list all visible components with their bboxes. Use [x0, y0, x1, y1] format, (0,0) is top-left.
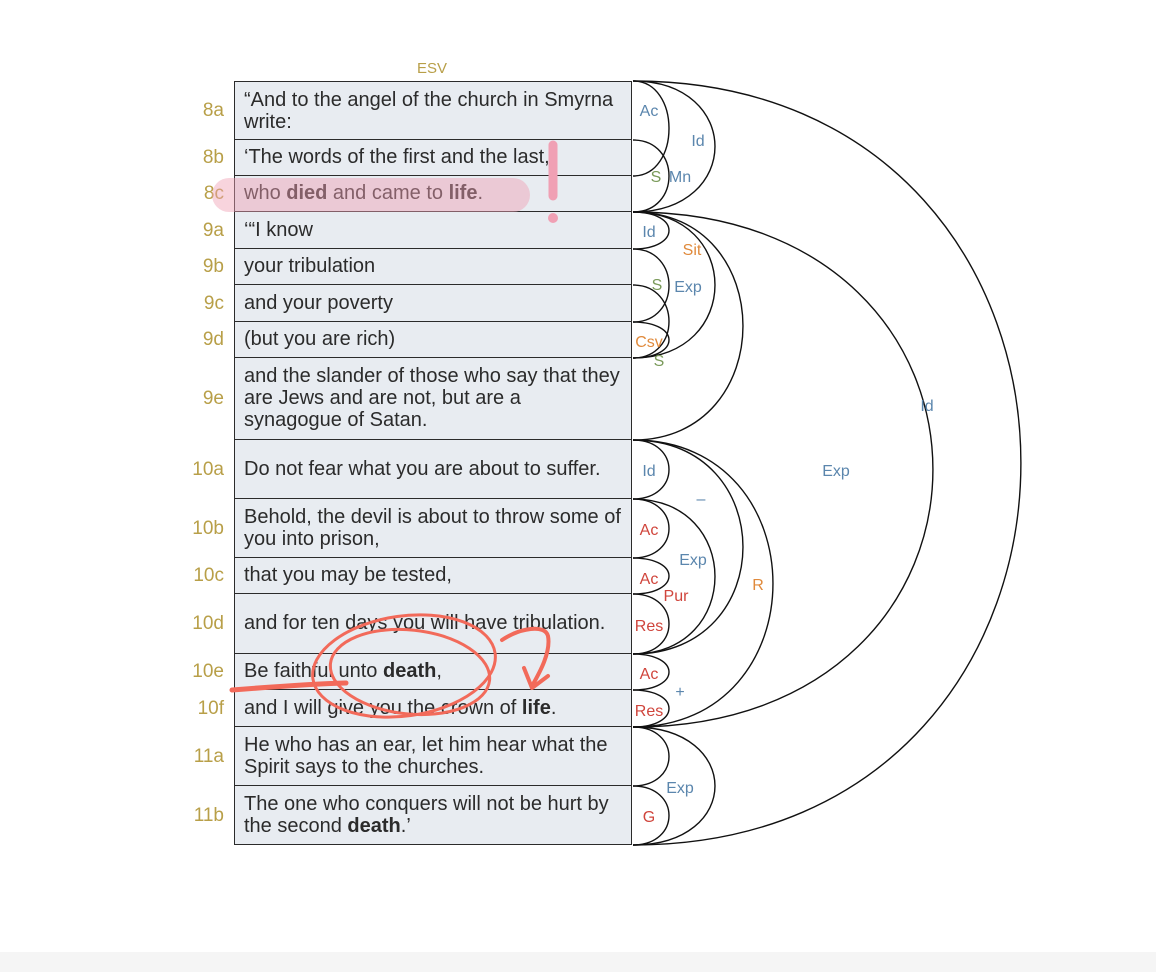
arc-label: S — [650, 169, 662, 186]
arc-label: Pur — [663, 588, 689, 605]
verse-number: 8c — [203, 183, 224, 204]
clause-segment: Be faithful unto — [244, 660, 383, 683]
clause-keyword: died — [286, 182, 328, 205]
verse-number: 9a — [202, 219, 224, 241]
clause-keyword: death — [382, 660, 437, 683]
arc-label: – — [696, 491, 706, 508]
clause-segment: The one who conquers will not be hurt by the second — [244, 792, 609, 837]
arc-label: Ac — [639, 666, 659, 683]
clause-segment: “And to the angel of the church in Smyrna write: — [244, 88, 614, 133]
clause-segment: ‘“I know — [244, 218, 313, 241]
clause-segment: Do not fear what you are about to suffer. — [244, 457, 601, 480]
clause-segment: and the slander of those who say that they are Jews and are not, but are a synagogue of Satan. — [244, 365, 620, 432]
arc-label: Ac — [639, 522, 659, 539]
verse-number: 11b — [193, 804, 224, 826]
arc-label: Id — [642, 463, 656, 480]
verse-number: 9d — [202, 329, 224, 350]
clause-segment: . — [477, 182, 484, 205]
verse-number: 8b — [202, 147, 224, 168]
clause-segment: that you may be tested, — [244, 564, 452, 587]
arc-label: R — [752, 577, 764, 594]
clause-segment: Behold, the devil is about to throw some of you into prison, — [244, 505, 621, 550]
clause-keyword: life — [521, 696, 551, 719]
clause-segment: and came to — [327, 182, 449, 205]
clause-segment: and I will give you the crown of — [244, 696, 522, 719]
arc-label: Id — [642, 224, 656, 241]
ink-underline — [232, 683, 346, 690]
clause-segment: (but you are rich) — [244, 328, 396, 351]
arc-label: + — [675, 684, 685, 701]
arc-label: Exp — [822, 463, 850, 480]
arc-label: Sit — [682, 242, 702, 259]
verse-number: 10c — [193, 565, 224, 586]
arc-label: Exp — [666, 780, 694, 797]
arc-label: Exp — [679, 552, 707, 569]
clause-segment: who — [244, 182, 287, 205]
exclamation-dot — [548, 213, 558, 223]
clause-segment: and for ten days you will have tribulation. — [244, 612, 606, 635]
arc-label: Id — [691, 133, 705, 150]
verse-number: 11a — [193, 745, 224, 767]
verse-number: 9c — [203, 292, 224, 314]
clause-keyword: death — [347, 814, 401, 837]
version-label: ESV — [416, 60, 447, 77]
clause-segment: your tribulation — [244, 255, 376, 278]
arc-label: S — [653, 353, 665, 370]
verse-number: 10e — [192, 661, 224, 682]
clause-segment: , — [436, 660, 442, 683]
clause-segment: . — [550, 696, 557, 719]
bottom-strip — [0, 952, 1156, 972]
verse-number: 8a — [202, 99, 224, 121]
ink-arrow-shaft — [502, 629, 549, 686]
clause-segment: ‘The words of the first and the last, — [244, 146, 550, 169]
highlight-stroke — [212, 178, 530, 212]
verse-number: 9e — [202, 388, 224, 409]
arc-label: G — [642, 809, 656, 826]
arc-label: S — [651, 277, 663, 294]
arc-label: Id — [920, 398, 934, 415]
clause-segment: He who has an ear, let him hear what the Spirit says to the churches. — [244, 733, 608, 778]
clause-segment: and your poverty — [244, 291, 393, 314]
verse-number: 10d — [192, 613, 224, 634]
clause-segment: .’ — [400, 814, 411, 837]
arc-label: Res — [634, 618, 664, 635]
ink-circle — [326, 622, 494, 722]
arc-label: Ac — [639, 571, 659, 588]
arc-label: Res — [634, 703, 664, 720]
verse-number: 10a — [192, 458, 224, 480]
ink-circle — [306, 604, 502, 729]
verse-number: 10b — [192, 517, 224, 539]
verse-number: 9b — [202, 256, 224, 277]
arc-label: Exp — [674, 279, 702, 296]
arc-label: Ac — [639, 103, 659, 120]
arc-label: Csv — [635, 334, 663, 351]
arc-label: Mn — [668, 169, 692, 186]
clause-keyword: life — [448, 182, 478, 205]
verse-number: 10f — [197, 697, 224, 719]
